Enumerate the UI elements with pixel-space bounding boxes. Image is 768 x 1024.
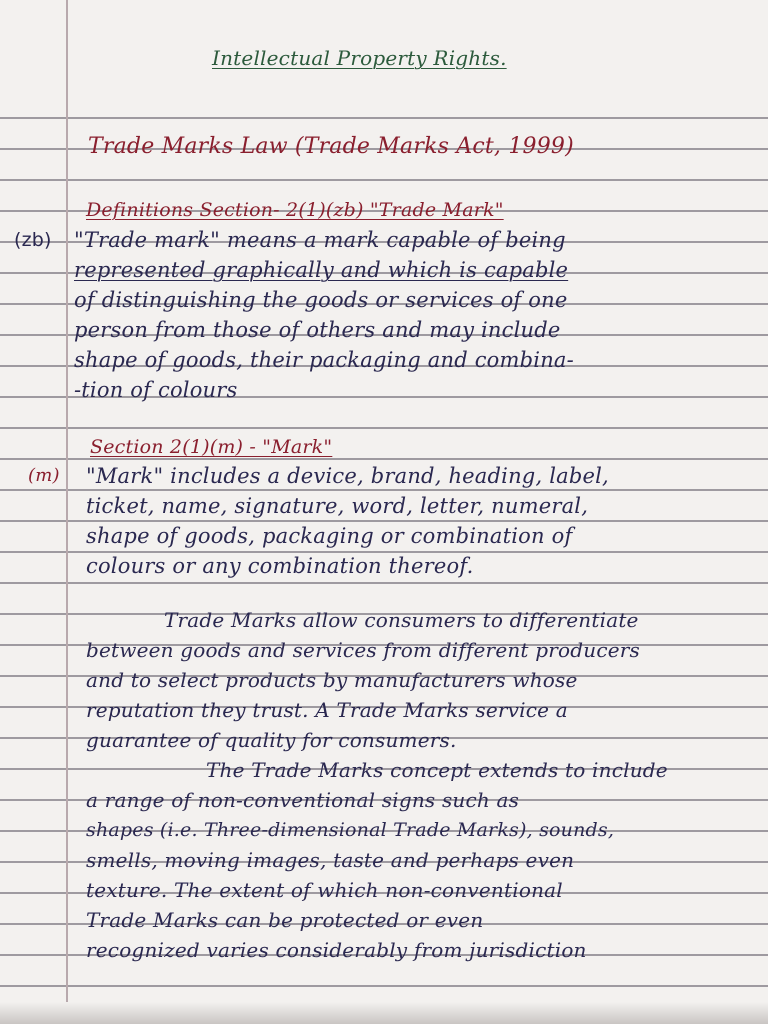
- definition-line: "Trade mark" means a mark capable of being: [74, 228, 566, 252]
- paragraph-line: The Trade Marks concept extends to include: [206, 758, 668, 782]
- definition-line: of distinguishing the goods or services of one: [74, 288, 568, 312]
- definitions-heading: Definitions Section- 2(1)(zb) "Trade Mark": [86, 199, 504, 221]
- margin-note-zb: (zb): [14, 229, 52, 251]
- definition-line: person from those of others and may include: [74, 318, 561, 342]
- section-heading: Trade Marks Law (Trade Marks Act, 1999): [88, 134, 574, 159]
- definition-line: [74, 256, 568, 284]
- paragraph-line: and to select products by manufacturers whose: [86, 668, 578, 692]
- paragraph-line: recognized varies considerably from jurisdiction: [86, 938, 587, 962]
- mark-line: "Mark" includes a device, brand, heading, label,: [86, 464, 609, 488]
- paragraph-line: Trade Marks allow consumers to differentiate: [164, 608, 639, 632]
- paragraph-line: texture. The extent of which non-conventional: [86, 878, 563, 902]
- mark-line: colours or any combination thereof.: [86, 554, 474, 578]
- mark-section-heading: Section 2(1)(m) - "Mark": [90, 436, 333, 458]
- margin-note-m: (m): [28, 465, 60, 486]
- paragraph-line: between goods and services from different producers: [86, 638, 640, 662]
- definition-line-text: represented graphically and which is capable: [74, 258, 569, 282]
- paragraph-line: guarantee of quality for consumers.: [86, 728, 457, 752]
- definition-line: -tion of colours: [74, 378, 238, 402]
- paragraph-line: smells, moving images, taste and perhaps even: [86, 848, 575, 872]
- paragraph-line: shapes (i.e. Three-dimensional Trade Marks), sounds,: [86, 819, 615, 841]
- margin-line: [66, 0, 68, 1024]
- mark-line: ticket, name, signature, word, letter, numeral,: [86, 494, 589, 518]
- page-title: Intellectual Property Rights.: [212, 46, 507, 70]
- paragraph-line: reputation they trust. A Trade Marks service a: [86, 698, 568, 722]
- paragraph-line: Trade Marks can be protected or even: [86, 908, 484, 932]
- definition-line: shape of goods, their packaging and combina-: [74, 348, 574, 372]
- paragraph-line: a range of non-conventional signs such as: [86, 788, 520, 812]
- page-bottom-shadow: [0, 1002, 768, 1024]
- mark-line: shape of goods, packaging or combination of: [86, 524, 573, 548]
